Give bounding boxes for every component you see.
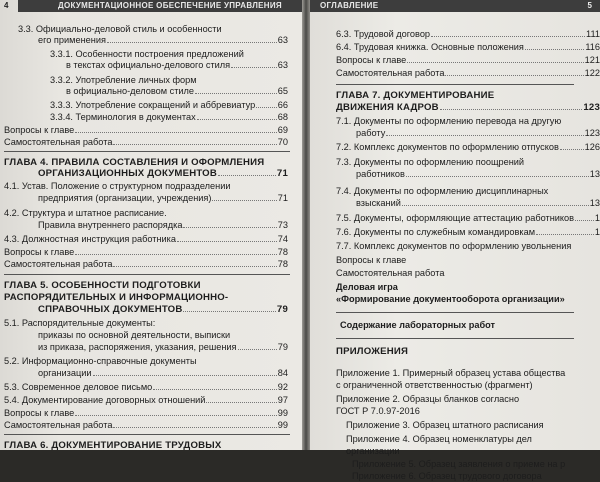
right-toc-line xyxy=(336,255,407,266)
left-toc-leader-dots xyxy=(212,193,276,201)
left-toc-line-text: приказы по основной деятельности, выписки xyxy=(38,330,231,340)
right-toc-page-number: 13 xyxy=(589,198,600,208)
left-toc-page-number: 73 xyxy=(277,220,288,230)
right-toc-line-text: 7.4. Документы по оформлению дисциплинарных xyxy=(336,186,549,196)
right-toc-line-text: Приложение 5. Образец заявления о приеме на р xyxy=(352,459,566,469)
left-toc-page-number: 99 xyxy=(277,408,288,418)
left-toc-line-text: 4.1. Устав. Положение о структурном подразделении xyxy=(4,181,231,191)
left-toc-line-text: 3.3.4. Терминология в документах xyxy=(50,112,196,122)
left-toc-page-number: 79 xyxy=(276,304,288,315)
left-toc-leader-dots xyxy=(206,395,276,403)
left-toc-line xyxy=(4,234,288,245)
right-toc-line xyxy=(336,90,495,101)
left-toc-line xyxy=(4,208,168,219)
right-toc-page-number: 123 xyxy=(583,102,600,113)
left-toc-leader-dots xyxy=(113,137,276,145)
right-toc-line xyxy=(336,142,600,153)
left-toc-page-number: 63 xyxy=(277,60,288,70)
right-toc-line-text: с ограниченной ответственностью (фрагмент) xyxy=(336,380,533,390)
left-toc-line-text: 4.3. Должностная инструкция работника xyxy=(4,234,176,244)
right-toc-page-number: 1 xyxy=(594,227,600,237)
right-toc-line xyxy=(336,55,600,66)
right-toc-line xyxy=(356,128,600,139)
left-toc-page-number: 63 xyxy=(277,35,288,45)
left-toc-line-text: 3.3.3. Употребление сокращений и аббревиатур xyxy=(50,100,256,110)
left-toc-leader-dots xyxy=(113,420,276,428)
right-toc-line-text: 7.3. Документы по оформлению поощрений xyxy=(336,157,525,167)
left-toc-line xyxy=(38,368,288,379)
left-toc-leader-dots xyxy=(256,100,277,108)
left-toc-page-number: 65 xyxy=(277,86,288,96)
left-toc-leader-dots xyxy=(75,247,277,255)
right-toc-page-number: 111 xyxy=(586,29,600,39)
left-toc-leader-dots xyxy=(177,234,277,242)
left-toc-line-text: ОРГАНИЗАЦИОННЫХ ДОКУМЕНТОВ xyxy=(38,168,217,179)
section-divider xyxy=(336,338,574,339)
right-toc-line-text: Самостоятельная работа xyxy=(336,68,445,78)
right-toc-line xyxy=(336,227,600,238)
right-toc-line xyxy=(356,198,600,209)
right-toc-line xyxy=(336,346,409,357)
left-toc-line-text: в текстах официально-делового стиля xyxy=(66,60,231,70)
right-toc-leader-dots xyxy=(440,102,583,110)
left-toc-line-text: 5.3. Современное деловое письмо xyxy=(4,382,153,392)
left-toc-page-number: 71 xyxy=(276,168,288,179)
right-toc-line-text: 6.3. Трудовой договор xyxy=(336,29,431,39)
right-toc-line-text: ДВИЖЕНИЯ КАДРОВ xyxy=(336,102,439,113)
right-toc-line xyxy=(336,282,399,293)
right-toc-line-text: 7.6. Документы по служебным командировкам xyxy=(336,227,536,237)
left-toc-line-text: 3.3.1. Особенности построения предложений xyxy=(50,49,244,59)
right-toc-leader-dots xyxy=(560,142,584,150)
left-toc-page-number: 92 xyxy=(277,382,288,392)
right-toc-line-text: работников xyxy=(356,169,405,179)
right-toc-leader-dots xyxy=(407,55,583,63)
section-divider xyxy=(4,151,290,152)
left-toc-page-number: 66 xyxy=(277,100,288,110)
right-toc-line xyxy=(352,459,566,470)
right-toc-line xyxy=(340,320,496,331)
left-toc-page-number: 68 xyxy=(277,112,288,122)
left-toc-line xyxy=(66,60,288,71)
right-toc-line-text: Вопросы к главе xyxy=(336,55,407,65)
left-toc-page-number: 78 xyxy=(277,259,288,269)
section-divider xyxy=(336,84,574,85)
left-toc-line xyxy=(38,35,288,46)
right-toc-page-number: 122 xyxy=(584,68,600,78)
left-toc-line xyxy=(50,100,288,111)
right-toc-line-text: Деловая игра xyxy=(336,282,398,292)
left-toc-leader-dots xyxy=(75,125,277,133)
right-toc-line-text: 7.5. Документы, оформляющие аттестацию работников xyxy=(336,213,575,223)
left-toc-page-number: 69 xyxy=(277,125,288,135)
left-toc-line xyxy=(4,382,288,393)
left-toc-page-number: 74 xyxy=(277,234,288,244)
left-toc-line-text: ГЛАВА 5. ОСОБЕННОСТИ ПОДГОТОВКИ xyxy=(4,280,201,291)
right-toc-page-number: 126 xyxy=(584,142,600,152)
left-toc-line xyxy=(38,193,288,204)
left-toc-line-text: Самостоятельная работа xyxy=(4,259,113,269)
left-toc-leader-dots xyxy=(218,168,276,176)
left-toc-line-text: 3.3.2. Употребление личных форм xyxy=(50,75,197,85)
left-toc-leader-dots xyxy=(93,368,277,376)
left-toc-leader-dots xyxy=(107,35,277,43)
left-toc-line xyxy=(4,181,232,192)
right-toc-line-text: 6.4. Трудовая книжка. Основные положения xyxy=(336,42,524,52)
right-toc-leader-dots xyxy=(386,128,583,136)
right-toc-page-number: 13 xyxy=(589,169,600,179)
left-toc-leader-dots xyxy=(195,86,277,94)
left-toc-line-text: 3.3. Официально-деловой стиль и особенности xyxy=(18,24,222,34)
right-toc-leader-dots xyxy=(525,42,584,50)
right-toc-line-text: 7.2. Комплекс документов по оформлению отпусков xyxy=(336,142,559,152)
right-toc-line-text: ПРИЛОЖЕНИЯ xyxy=(336,346,409,357)
left-toc-line xyxy=(4,247,288,258)
right-page xyxy=(310,0,600,481)
left-toc-line xyxy=(4,292,229,303)
left-toc-leader-dots xyxy=(231,60,277,68)
left-toc-line-text: Самостоятельная работа xyxy=(4,420,113,430)
right-toc-line xyxy=(336,268,445,279)
right-toc-line-text: Самостоятельная работа xyxy=(336,268,445,278)
right-toc-line-text: Приложение 6. Образец трудового договора xyxy=(352,471,542,481)
left-toc-line-text: 4.2. Структура и штатное расписание. xyxy=(4,208,167,218)
right-toc-line-text: работу xyxy=(356,128,386,138)
left-toc-line xyxy=(50,112,288,123)
right-toc-line xyxy=(352,471,543,482)
right-toc-line-text: «Формирование документооборота организации» xyxy=(336,294,565,304)
left-toc-leader-dots xyxy=(197,112,277,120)
left-toc-line-text: из приказа, распоряжения, указания, решения xyxy=(38,342,237,352)
left-toc-line-text: в официально-деловом стиле xyxy=(66,86,195,96)
left-toc-leader-dots xyxy=(238,342,277,350)
left-toc-line xyxy=(4,259,288,270)
right-toc-line xyxy=(336,241,572,252)
left-toc-page-number: 84 xyxy=(277,368,288,378)
left-toc-line-text: ГЛАВА 4. ПРАВИЛА СОСТАВЛЕНИЯ И ОФОРМЛЕНИЯ xyxy=(4,157,265,168)
left-toc-line-text: 5.2. Информационно-справочные документы xyxy=(4,356,197,366)
left-toc-line xyxy=(50,75,198,86)
left-page xyxy=(0,0,302,450)
right-toc-line xyxy=(336,380,534,391)
right-toc-line xyxy=(336,186,549,197)
left-toc-line xyxy=(38,330,231,341)
right-toc-line xyxy=(336,42,600,53)
right-running-head: ОГЛАВЛЕНИЕ xyxy=(310,0,600,12)
right-toc-page-number: 1 xyxy=(594,213,600,223)
left-toc-line-text: 5.1. Распорядительные документы: xyxy=(4,318,156,328)
left-toc-line-text: ГЛАВА 6. ДОКУМЕНТИРОВАНИЕ ТРУДОВЫХ xyxy=(4,440,222,451)
right-toc-line xyxy=(336,116,562,127)
left-toc-line xyxy=(4,280,202,291)
left-toc-line xyxy=(38,220,288,231)
left-toc-line-text: 5.4. Документирование договорных отношений xyxy=(4,395,206,405)
left-toc-line-text: его применения xyxy=(38,35,106,45)
left-toc-leader-dots xyxy=(153,382,276,390)
left-toc-line-text: СПРАВОЧНЫХ ДОКУМЕНТОВ xyxy=(38,304,183,315)
right-toc-line xyxy=(346,434,533,445)
right-toc-line-text: Приложение 3. Образец штатного расписания xyxy=(346,420,544,430)
left-toc-line xyxy=(18,24,223,35)
right-toc-line-text: ГЛАВА 7. ДОКУМЕНТИРОВАНИЕ xyxy=(336,90,495,101)
left-toc-page-number: 97 xyxy=(277,395,288,405)
left-toc-line-text: Правила внутреннего распорядка xyxy=(38,220,183,230)
right-toc-line xyxy=(336,406,421,417)
left-toc-leader-dots xyxy=(113,259,276,267)
right-toc-line-text: 7.7. Комплекс документов по оформлению увольнения xyxy=(336,241,572,251)
left-toc-line xyxy=(4,137,288,148)
right-toc-line xyxy=(336,29,600,40)
right-toc-leader-dots xyxy=(575,213,594,221)
right-toc-line-text: организации xyxy=(346,446,400,456)
left-toc-page-number: 79 xyxy=(277,342,288,352)
right-toc-leader-dots xyxy=(431,29,585,37)
left-toc-line-text: Вопросы к главе xyxy=(4,408,75,418)
right-toc-line-text: взысканий xyxy=(356,198,401,208)
left-toc-page-number: 71 xyxy=(277,193,288,203)
left-toc-line xyxy=(50,49,245,60)
right-toc-leader-dots xyxy=(445,68,583,76)
left-toc-line xyxy=(66,86,288,97)
left-toc-line-text: Вопросы к главе xyxy=(4,125,75,135)
right-toc-page-number: 123 xyxy=(584,128,600,138)
left-toc-leader-dots xyxy=(183,220,276,228)
left-toc-page-number: 99 xyxy=(277,420,288,430)
left-toc-line xyxy=(4,318,156,329)
right-toc-page-number: 121 xyxy=(584,55,600,65)
right-toc-line-text: Приложение 4. Образец номенклатуры дел xyxy=(346,434,532,444)
left-toc-line xyxy=(4,408,288,419)
section-divider xyxy=(336,312,574,313)
right-toc-line xyxy=(336,68,600,79)
left-toc-line xyxy=(4,395,288,406)
right-toc-line xyxy=(336,102,600,113)
left-toc-leader-dots xyxy=(75,408,277,416)
right-toc-line-text: Приложение 1. Примерный образец устава общества xyxy=(336,368,566,378)
section-divider xyxy=(4,434,290,435)
left-page-number: 4 xyxy=(4,1,9,10)
right-toc-line xyxy=(336,213,600,224)
section-divider xyxy=(4,274,290,275)
left-running-head: ДОКУМЕНТАЦИОННОЕ ОБЕСПЕЧЕНИЕ УПРАВЛЕНИЯ xyxy=(18,0,302,12)
right-toc-page-number: 116 xyxy=(585,42,600,52)
right-toc-line xyxy=(336,368,566,379)
right-toc-line xyxy=(356,169,600,180)
right-toc-line xyxy=(336,294,566,305)
right-toc-line xyxy=(336,394,520,405)
right-toc-leader-dots xyxy=(536,227,594,235)
left-toc-line xyxy=(4,157,265,168)
left-toc-line xyxy=(38,168,288,179)
left-toc-page-number: 78 xyxy=(277,247,288,257)
right-page-number: 5 xyxy=(587,1,592,10)
right-toc-leader-dots xyxy=(406,169,589,177)
right-toc-line-text: 7.1. Документы по оформлению перевода на другую xyxy=(336,116,562,126)
right-toc-line-text: Приложение 2. Образцы бланков согласно xyxy=(336,394,520,404)
left-toc-line-text: Вопросы к главе xyxy=(4,247,75,257)
left-toc-line xyxy=(4,420,288,431)
left-toc-line-text: Самостоятельная работа xyxy=(4,137,113,147)
right-toc-line-text: Содержание лабораторных работ xyxy=(340,320,496,330)
left-toc-line xyxy=(4,125,288,136)
left-toc-line xyxy=(38,304,288,315)
left-toc-leader-dots xyxy=(183,304,275,312)
right-toc-line xyxy=(346,446,401,457)
right-toc-line-text: ГОСТ Р 7.0.97-2016 xyxy=(336,406,420,416)
left-toc-page-number: 70 xyxy=(277,137,288,147)
left-toc-line xyxy=(4,356,198,367)
right-toc-leader-dots xyxy=(402,198,589,206)
left-toc-line-text: РАСПОРЯДИТЕЛЬНЫХ И ИНФОРМАЦИОННО- xyxy=(4,292,229,303)
right-toc-line-text: Вопросы к главе xyxy=(336,255,407,265)
left-toc-line-text: предприятия (организации, учреждения) xyxy=(38,193,212,203)
book-gutter xyxy=(302,0,310,450)
right-toc-line xyxy=(336,157,525,168)
left-toc-line-text: организации xyxy=(38,368,92,378)
right-toc-line xyxy=(346,420,545,431)
left-toc-line xyxy=(38,342,288,353)
left-toc-line xyxy=(4,440,222,451)
